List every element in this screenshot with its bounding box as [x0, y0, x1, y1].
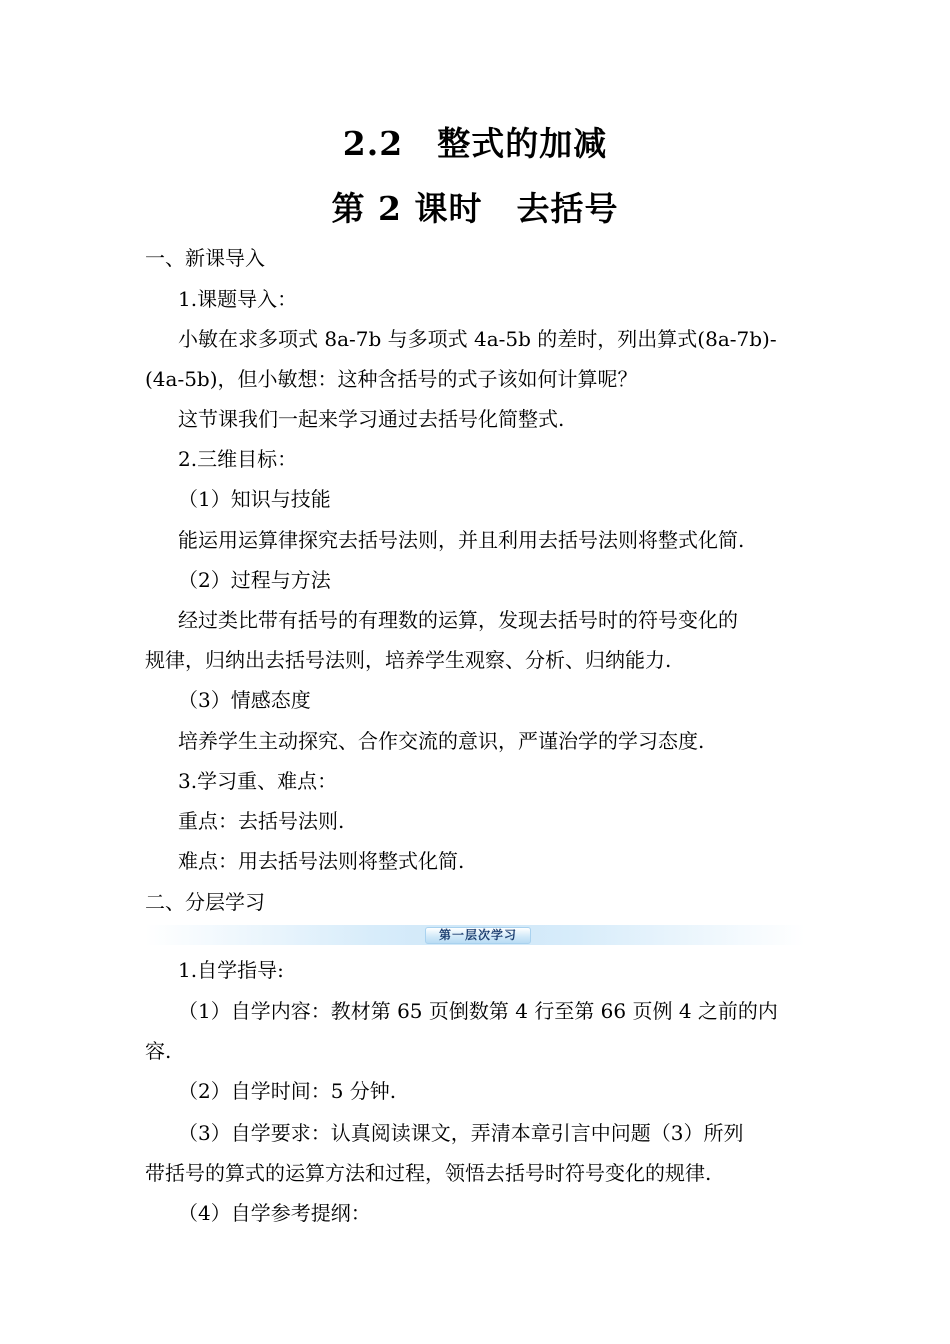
key-point: 重点：去括号法则. [178, 809, 345, 833]
paragraph-line: 规律，归纳出去括号法则，培养学生观察、分析、归纳能力. [145, 648, 672, 672]
objective-process-label: （2）过程与方法 [178, 568, 331, 592]
paragraph-line: (4a-5b)，但小敏想：这种含括号的式子该如何计算呢？ [145, 367, 638, 391]
self-study-guide-label: 1.自学指导: [178, 958, 284, 982]
section-title: 2.2 整式的加减 [342, 124, 608, 163]
paragraph-line: （3）自学要求：认真阅读课文，弄清本章引言中问题（3）所列 [178, 1121, 744, 1145]
difficult-point: 难点：用去括号法则将整式化简. [178, 849, 465, 873]
paragraph-line: （1）自学内容：教材第 65 页倒数第 4 行至第 66 页例 4 之前的内 [178, 999, 778, 1023]
level-banner-label: 第一层次学习 [425, 927, 531, 944]
key-points-label: 3.学习重、难点： [178, 769, 338, 793]
heading-new-lesson-intro: 一、新课导入 [145, 246, 265, 270]
paragraph-line: 能运用运算律探究去括号法则，并且利用去括号法则将整式化简. [178, 528, 745, 552]
paragraph-line: 小敏在求多项式 8a-7b 与多项式 4a-5b 的差时，列出算式(8a-7b)- [178, 327, 777, 351]
paragraph-line: 带括号的算式的运算方法和过程，领悟去括号时符号变化的规律. [145, 1161, 712, 1185]
paragraph-line: 培养学生主动探究、合作交流的意识，严谨治学的学习态度. [178, 729, 705, 753]
paragraph-line: 容. [145, 1039, 172, 1063]
paragraph-line: （2）自学时间：5 分钟. [178, 1079, 397, 1103]
heading-layered-learning: 二、分层学习 [145, 890, 265, 914]
paragraph-line: （4）自学参考提纲： [178, 1201, 371, 1225]
objectives-label: 2.三维目标： [178, 447, 298, 471]
objective-knowledge-label: （1）知识与技能 [178, 487, 331, 511]
topic-intro-label: 1.课题导入： [178, 287, 298, 311]
paragraph-line: 这节课我们一起来学习通过去括号化简整式. [178, 407, 565, 431]
objective-attitude-label: （3）情感态度 [178, 688, 311, 712]
lesson-title: 第 2 课时 去括号 [331, 189, 619, 228]
paragraph-line: 经过类比带有括号的有理数的运算，发现去括号时的符号变化的 [178, 608, 738, 632]
